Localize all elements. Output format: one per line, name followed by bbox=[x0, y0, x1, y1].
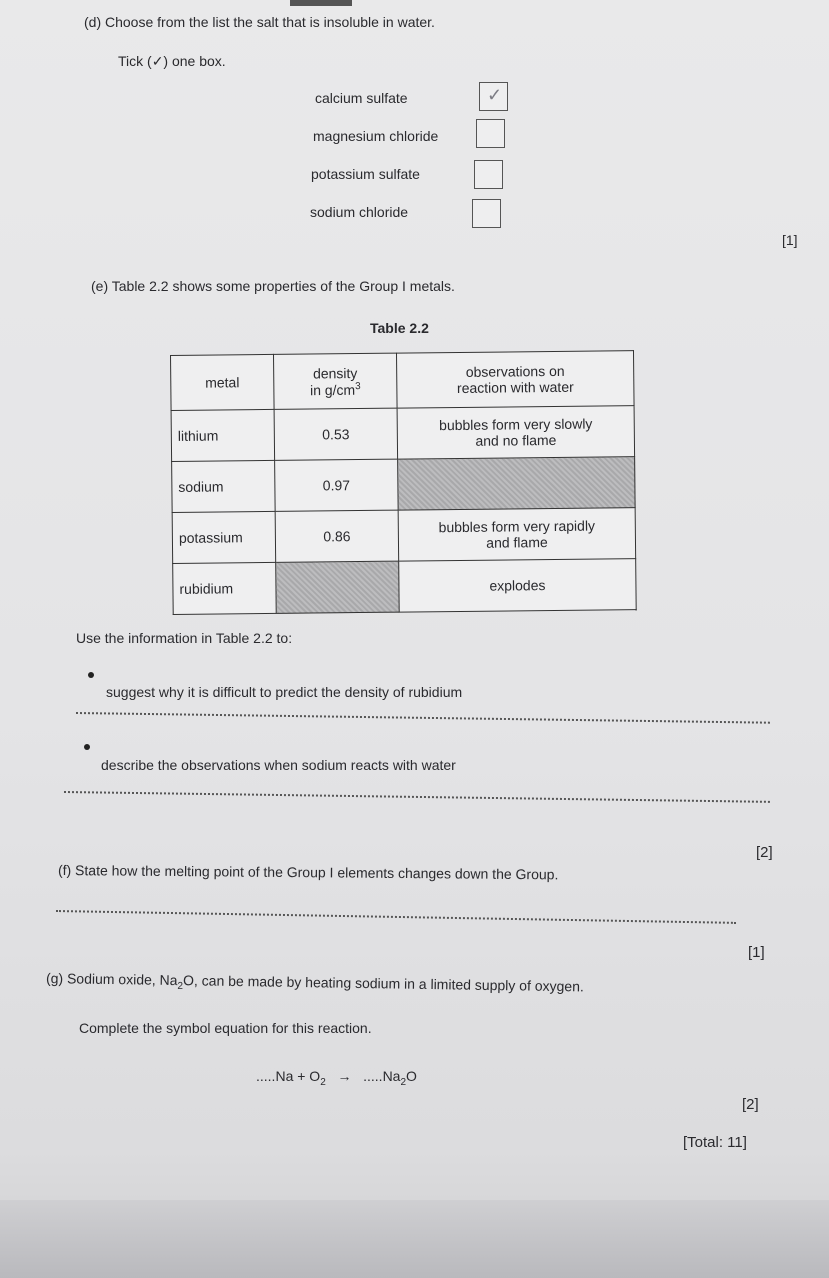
cell-metal: potassium bbox=[172, 511, 276, 563]
bullet-describe: describe the observations when sodium reacts with water bbox=[101, 757, 456, 773]
product-subscript: 2 bbox=[400, 1076, 407, 1088]
symbol-equation bbox=[256, 1068, 417, 1088]
header-obs-line1: observations on bbox=[465, 362, 565, 380]
page-bottom-edge bbox=[0, 1200, 829, 1278]
question-g bbox=[46, 970, 584, 998]
cell-density: 0.53 bbox=[274, 408, 398, 460]
option-checkbox[interactable] bbox=[472, 199, 501, 228]
question-g-pre: (g) Sodium oxide, Na bbox=[45, 970, 178, 989]
equation-reactants: Na + O bbox=[275, 1068, 321, 1084]
option-label: sodium chloride bbox=[310, 204, 409, 220]
cell-density-shaded bbox=[276, 561, 400, 613]
properties-table bbox=[170, 350, 637, 615]
arrow-icon: → bbox=[337, 1068, 352, 1084]
bullet-suggest: suggest why it is difficult to predict the density of rubidium bbox=[106, 684, 463, 700]
tick-icon: ✓ bbox=[487, 85, 503, 105]
total-marks: [Total: 11] bbox=[683, 1134, 747, 1151]
cell-metal: lithium bbox=[171, 409, 275, 461]
header-metal: metal bbox=[171, 354, 275, 410]
tick-instruction: Tick (✓) one box. bbox=[118, 53, 226, 69]
cell-obs-line1: bubbles form very rapidly bbox=[438, 517, 596, 536]
cell-metal: rubidium bbox=[173, 562, 277, 614]
question-e: (e) Table 2.2 shows some properties of the Group I metals. bbox=[91, 278, 455, 294]
table-row bbox=[172, 508, 636, 564]
cell-obs-line2: and no flame bbox=[475, 431, 557, 449]
answer-line[interactable] bbox=[76, 712, 770, 724]
cell-observation bbox=[398, 508, 636, 561]
question-g-post: O, can be made by heating sodium in a limited supply of oxygen. bbox=[182, 972, 584, 995]
header-density bbox=[273, 353, 397, 409]
cell-observation: explodes bbox=[399, 559, 637, 612]
answer-line[interactable] bbox=[64, 791, 770, 803]
marks-e: [2] bbox=[756, 844, 773, 861]
cell-observation bbox=[397, 406, 635, 459]
bullet-icon bbox=[84, 744, 90, 750]
table-title: Table 2.2 bbox=[370, 320, 429, 336]
marks-g: [2] bbox=[742, 1096, 759, 1113]
table-row bbox=[171, 406, 635, 462]
option-checkbox[interactable] bbox=[479, 82, 508, 111]
option-label: calcium sulfate bbox=[315, 90, 408, 106]
header-density-sup: 3 bbox=[355, 380, 361, 392]
header-density-unit: in g/cm bbox=[309, 381, 356, 398]
cell-observation-shaded bbox=[398, 457, 636, 510]
header-obs-line2: reaction with water bbox=[456, 378, 574, 396]
bullet-icon bbox=[88, 672, 94, 678]
top-edge-bar bbox=[290, 0, 352, 6]
question-f: (f) State how the melting point of the Group I elements changes down the Group. bbox=[57, 862, 559, 883]
option-checkbox[interactable] bbox=[474, 160, 503, 189]
option-label: magnesium chloride bbox=[313, 128, 439, 144]
cell-density: 0.86 bbox=[275, 510, 399, 562]
header-density-line1: density bbox=[312, 364, 358, 382]
table-header-row bbox=[171, 351, 635, 411]
product-coefficient-blank[interactable]: ..... bbox=[363, 1068, 383, 1084]
cell-obs-line1: bubbles form very slowly bbox=[439, 415, 593, 434]
cell-obs-line2: and flame bbox=[486, 534, 548, 551]
answer-line[interactable] bbox=[56, 910, 736, 924]
table-row bbox=[172, 457, 636, 513]
table-row bbox=[173, 559, 637, 615]
header-density-line2 bbox=[280, 380, 390, 398]
question-d: (d) Choose from the list the salt that is insoluble in water. bbox=[84, 14, 435, 30]
marks-d: [1] bbox=[782, 232, 798, 248]
cell-metal: sodium bbox=[172, 460, 276, 512]
cell-density: 0.97 bbox=[275, 459, 399, 511]
equation-instruction: Complete the symbol equation for this reaction. bbox=[79, 1020, 372, 1036]
equation-product-o: O bbox=[406, 1068, 417, 1084]
option-checkbox[interactable] bbox=[476, 119, 505, 148]
use-info-instruction: Use the information in Table 2.2 to: bbox=[76, 630, 293, 646]
reactant-coefficient-blank[interactable]: ..... bbox=[256, 1068, 276, 1084]
option-label: potassium sulfate bbox=[311, 166, 420, 182]
header-observations bbox=[396, 351, 634, 408]
question-g-sub: 2 bbox=[177, 980, 184, 992]
oxygen-subscript: 2 bbox=[320, 1076, 326, 1088]
marks-f: [1] bbox=[748, 944, 765, 961]
equation-product: Na bbox=[382, 1068, 401, 1084]
